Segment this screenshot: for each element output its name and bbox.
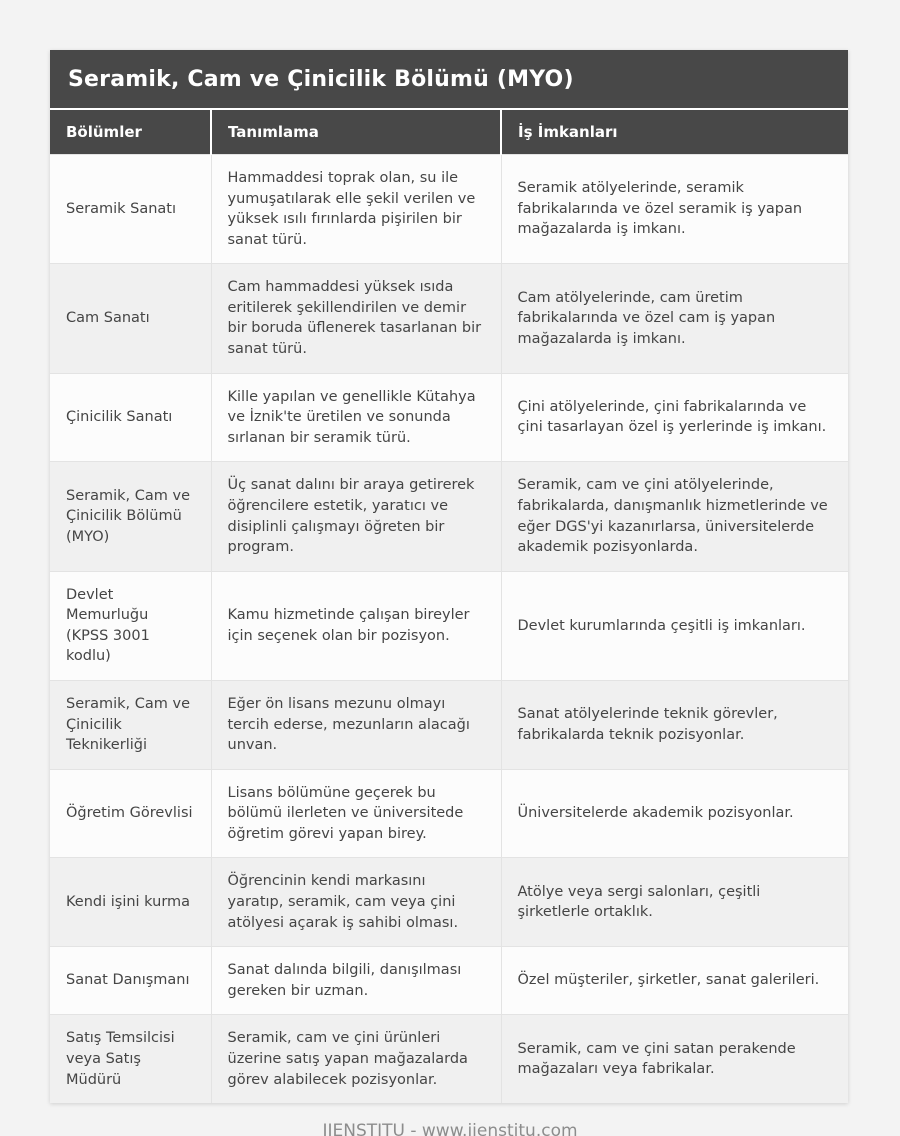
cell-bolum: Seramik Sanatı (50, 155, 211, 264)
page-title: Seramik, Cam ve Çinicilik Bölümü (MYO) (50, 50, 848, 108)
cell-is-imkanlari: Seramik, cam ve çini satan perakende mağazaları veya fabrikalar. (501, 1015, 848, 1103)
cell-tanimlama: Öğrencinin kendi markasını yaratıp, seramik, cam veya çini atölyesi açarak iş sahibi olması. (211, 858, 501, 947)
table-row (50, 155, 848, 264)
cell-bolum: Seramik, Cam ve Çinicilik Bölümü (MYO) (50, 462, 211, 571)
cell-tanimlama: Lisans bölümüne geçerek bu bölümü ilerleten ve üniversitede öğretim görevi yapan birey. (211, 769, 501, 858)
cell-is-imkanlari: Üniversitelerde akademik pozisyonlar. (501, 769, 848, 858)
cell-tanimlama: Sanat dalında bilgili, danışılması gereken bir uzman. (211, 947, 501, 1015)
column-header-tanimlama: Tanımlama (211, 109, 501, 155)
cell-is-imkanlari: Özel müşteriler, şirketler, sanat galerileri. (501, 947, 848, 1015)
cell-bolum: Kendi işini kurma (50, 858, 211, 947)
cell-bolum: Devlet Memurluğu (KPSS 3001 kodlu) (50, 571, 211, 680)
cell-tanimlama: Kille yapılan ve genellikle Kütahya ve İznik'te üretilen ve sonunda sırlanan bir seramik türü. (211, 373, 501, 462)
table-row (50, 462, 848, 571)
cell-is-imkanlari: Seramik atölyelerinde, seramik fabrikalarında ve özel seramik iş yapan mağazalarda iş imkanı. (501, 155, 848, 264)
cell-tanimlama: Seramik, cam ve çini ürünleri üzerine satış yapan mağazalarda görev alabilecek pozisyonlar. (211, 1015, 501, 1103)
table-row (50, 571, 848, 680)
cell-tanimlama: Hammaddesi toprak olan, su ile yumuşatılarak elle şekil verilen ve yüksek ısılı fırınlarda pişirilen bir sanat türü. (211, 155, 501, 264)
cell-is-imkanlari: Atölye veya sergi salonları, çeşitli şirketlerle ortaklık. (501, 858, 848, 947)
cell-is-imkanlari: Devlet kurumlarında çeşitli iş imkanları. (501, 571, 848, 680)
table-row (50, 373, 848, 462)
table-header (50, 109, 848, 155)
cell-tanimlama: Cam hammaddesi yüksek ısıda eritilerek şekillendirilen ve demir bir boruda üflenerek tasarlanan bir sanat türü. (211, 264, 501, 373)
table-row (50, 1015, 848, 1103)
cell-bolum: Seramik, Cam ve Çinicilik Teknikerliği (50, 680, 211, 769)
cell-tanimlama: Eğer ön lisans mezunu olmayı tercih ederse, mezunların alacağı unvan. (211, 680, 501, 769)
table-row (50, 680, 848, 769)
cell-is-imkanlari: Sanat atölyelerinde teknik görevler, fabrikalarda teknik pozisyonlar. (501, 680, 848, 769)
cell-bolum: Sanat Danışmanı (50, 947, 211, 1015)
table-row (50, 858, 848, 947)
header-row (50, 109, 848, 155)
footer-credit: IIENSTITU - www.iienstitu.com (322, 1121, 578, 1136)
cell-bolum: Cam Sanatı (50, 264, 211, 373)
table-row (50, 947, 848, 1015)
cell-bolum: Çinicilik Sanatı (50, 373, 211, 462)
department-table-card (50, 50, 848, 1103)
table-row (50, 769, 848, 858)
table-row (50, 264, 848, 373)
cell-tanimlama: Kamu hizmetinde çalışan bireyler için seçenek olan bir pozisyon. (211, 571, 501, 680)
cell-bolum: Öğretim Görevlisi (50, 769, 211, 858)
departments-table (50, 108, 848, 1103)
column-header-bolumler: Bölümler (50, 109, 211, 155)
column-header-is-imkanlari: İş İmkanları (501, 109, 848, 155)
cell-is-imkanlari: Seramik, cam ve çini atölyelerinde, fabrikalarda, danışmanlık hizmetlerinde ve eğer DGS'yi kazanırlarsa, üniversitelerde akademik pozisyonlarda. (501, 462, 848, 571)
table-body (50, 155, 848, 1104)
cell-bolum: Satış Temsilcisi veya Satış Müdürü (50, 1015, 211, 1103)
cell-tanimlama: Üç sanat dalını bir araya getirerek öğrencilere estetik, yaratıcı ve disiplinli çalışmayı öğreten bir program. (211, 462, 501, 571)
cell-is-imkanlari: Cam atölyelerinde, cam üretim fabrikalarında ve özel cam iş yapan mağazalarda iş imkanı. (501, 264, 848, 373)
cell-is-imkanlari: Çini atölyelerinde, çini fabrikalarında ve çini tasarlayan özel iş yerlerinde iş imkanı. (501, 373, 848, 462)
